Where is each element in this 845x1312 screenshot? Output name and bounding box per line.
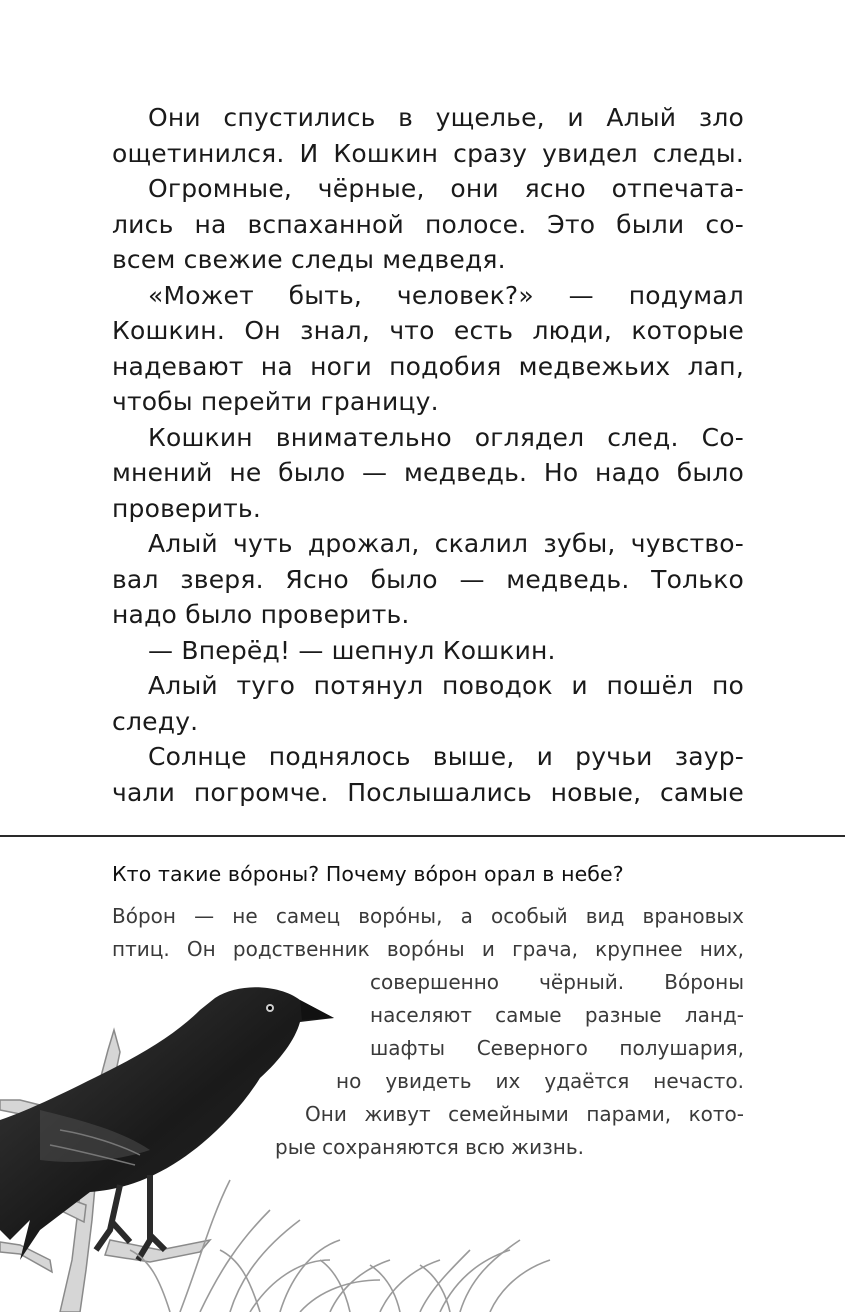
story-line: «Может быть, человек?» — подумал xyxy=(148,280,744,310)
story-line: Кошкин внимательно оглядел след. Со- xyxy=(148,422,744,452)
story-line: чали погромче. Послышались новые, самые xyxy=(112,777,744,807)
story-line: Кошкин. Он знал, что есть люди, которые xyxy=(112,316,744,345)
story-line: следу. xyxy=(112,706,199,736)
section-divider xyxy=(0,835,845,837)
story-line: вал зверя. Ясно было — медведь. Только xyxy=(112,564,744,594)
story-line: — Вперёд! — шепнул Кошкин. xyxy=(148,635,556,665)
story-line: надевают на ноги подобия медвежьих лап, xyxy=(112,351,744,381)
story-line: Огромные, чёрные, они ясно отпечата- xyxy=(148,174,744,203)
raven-body xyxy=(0,987,334,1260)
story-line: Солнце поднялось выше, и ручьи заур- xyxy=(148,742,744,771)
story-line: мнений не было — медведь. Но надо было xyxy=(112,458,744,487)
story-line: лись на вспаханной полосе. Это были со- xyxy=(112,209,744,239)
info-line: Во́рон — не самец воро́ны, а особый вид врановых xyxy=(112,904,744,928)
info-line: шафты Северного полушария, xyxy=(370,1036,744,1060)
story-line: чтобы перейти границу. xyxy=(112,387,439,416)
info-line: птиц. Он родственник воро́ны и грача, крупнее них, xyxy=(112,937,744,961)
sidebar-question: Кто такие во́роны? Почему во́рон орал в небе? xyxy=(112,862,624,886)
info-line: но увидеть их удаётся нечасто. xyxy=(336,1069,744,1093)
story-line: всем свежие следы медведя. xyxy=(112,245,506,274)
story-line: надо было проверить. xyxy=(112,600,410,629)
info-line: совершенно чёрный. Во́роны xyxy=(370,970,744,994)
info-line: населяют самые разные ланд- xyxy=(370,1003,744,1027)
story-line: Алый чуть дрожал, скалил зубы, чувство- xyxy=(148,529,744,558)
story-line: Они спустились в ущелье, и Алый зло xyxy=(148,103,744,132)
info-line: рые сохраняются всю жизнь. xyxy=(275,1135,584,1159)
story-text xyxy=(112,100,744,810)
story-line: ощетинился. И Кошкин сразу увидел следы. xyxy=(112,138,744,168)
story-line: проверить. xyxy=(112,493,261,523)
info-line: Они живут семейными парами, кото- xyxy=(305,1102,744,1126)
story-line: Алый туго потянул поводок и пошёл по xyxy=(148,671,744,700)
